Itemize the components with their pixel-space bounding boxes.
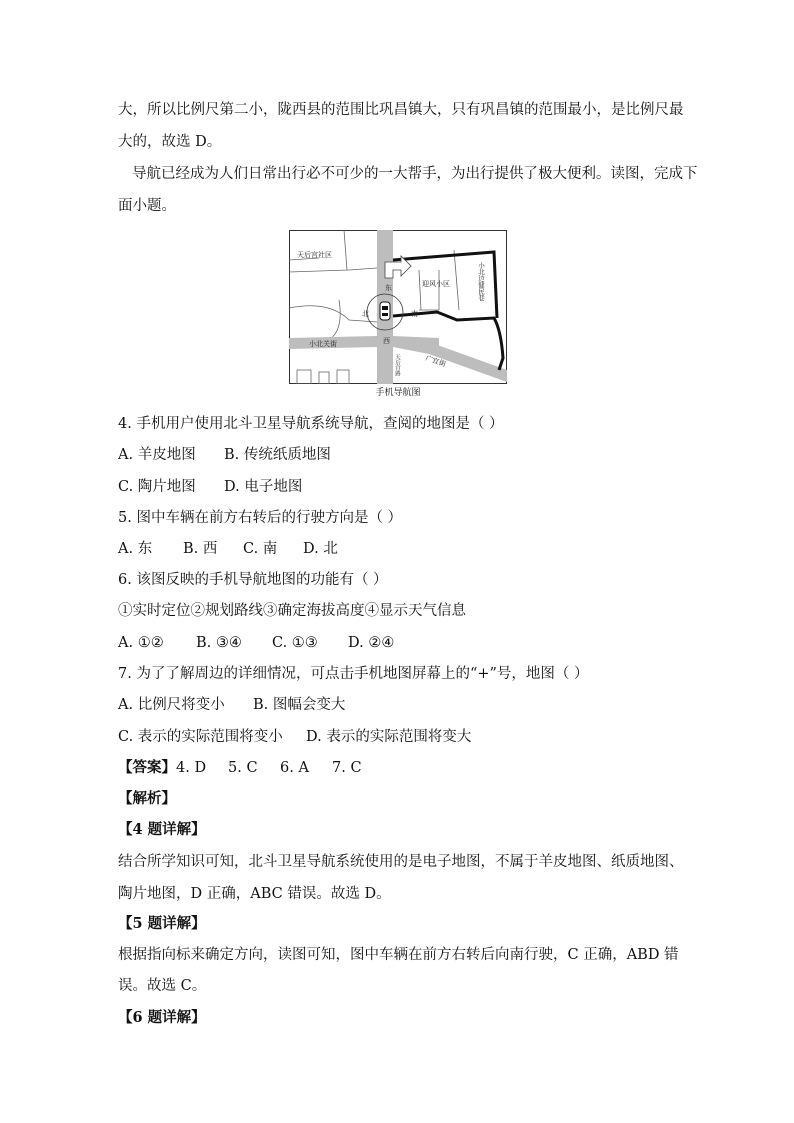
q7-option-a: A. 比例尺将变小 — [118, 697, 225, 713]
q6-option-a: A. ①② — [118, 635, 164, 651]
answer-item-6: 6. A — [280, 760, 309, 776]
q7-option-b: B. 图幅会变大 — [253, 697, 346, 713]
q4-option-a: A. 羊皮地图 — [118, 447, 196, 463]
q6-option-d: D. ②④ — [348, 635, 395, 651]
q5-detail-line-1: 根据指向标来确定方向，读图可知，图中车辆在前方右转后向南行驶，C 正确，ABD 错 — [118, 947, 679, 963]
q7-option-d: D. 表示的实际范围将变大 — [306, 729, 472, 745]
map-caption: 手机导航图 — [375, 388, 421, 398]
map-label-xiaobei-vertical: 小北边健民巷 — [477, 262, 485, 301]
q5-detail-line-2: 误。故选 C。 — [118, 978, 207, 994]
q5-option-d: D. 北 — [303, 541, 338, 557]
prompt-line-1: 导航已经成为人们日常出行必不可少的一大帮手，为出行提供了极大便利。读图，完成下 — [132, 166, 698, 182]
q5-option-c: C. 南 — [243, 541, 278, 557]
q4-option-b: B. 传统纸质地图 — [224, 447, 331, 463]
map-label-dong: 东 — [385, 284, 392, 292]
q4-detail-line-2: 陶片地图，D 正确，ABC 错误。故选 D。 — [118, 886, 391, 902]
map-label-nan: 南 — [411, 310, 418, 318]
q6-option-c: C. ①③ — [272, 635, 318, 651]
q6-option-b: B. ③④ — [196, 635, 242, 651]
question-7-stem: 7. 为了了解周边的详细情况，可点击手机地图屏幕上的“+”号，地图（ ） — [118, 666, 589, 682]
q7-option-c: C. 表示的实际范围将变小 — [118, 729, 283, 745]
map-label-guangyi: 广宜街 — [424, 354, 447, 369]
intro-line-1: 大，所以比例尺第二小，陇西县的范围比巩昌镇大，只有巩昌镇的范围最小，是比例尺最 — [118, 102, 684, 118]
q5-option-a: A. 东 — [118, 541, 153, 557]
q4-option-c: C. 陶片地图 — [118, 479, 196, 495]
q5-option-b: B. 西 — [183, 541, 218, 557]
q5-detail-title: 【5 题详解】 — [118, 915, 206, 932]
map-label-xiaobeiguan: 小北关街 — [309, 340, 337, 348]
question-4-stem: 4. 手机用户使用北斗卫星导航系统导航，查阅的地图是（ ） — [118, 416, 504, 432]
map-label-tianhou-road: 天后宫路 — [394, 354, 400, 376]
intro-line-2: 大的，故选 D。 — [118, 134, 222, 150]
question-5-stem: 5. 图中车辆在前方右转后的行驶方向是（ ） — [118, 510, 403, 526]
map-label-xi: 西 — [383, 337, 390, 345]
answer-label: 【答案】 — [118, 759, 176, 776]
analysis-label: 【解析】 — [118, 790, 176, 807]
q4-detail-title: 【4 题详解】 — [118, 821, 206, 838]
answer-item-7: 7. C — [332, 760, 362, 776]
question-6-sub: ①实时定位②规划路线③确定海拔高度④显示天气信息 — [118, 603, 466, 619]
q4-option-d: D. 电子地图 — [224, 479, 303, 495]
map-label-yingfeng: 迎风小区 — [422, 280, 450, 288]
q6-detail-title: 【6 题详解】 — [118, 1009, 206, 1026]
q4-detail-line-1: 结合所学知识可知，北斗卫星导航系统使用的是电子地图，不属于羊皮地图、纸质地图、 — [118, 854, 684, 870]
map-label-tianhou: 天后宫社区 — [297, 251, 332, 259]
prompt-line-2: 面小题。 — [118, 198, 176, 214]
navigation-map — [289, 230, 507, 384]
answer-item-5: 5. C — [228, 760, 258, 776]
map-label-bei: 北 — [362, 310, 369, 318]
question-6-stem: 6. 该图反映的手机导航地图的功能有（ ） — [118, 572, 388, 588]
answer-item-4: 4. D — [176, 760, 207, 776]
